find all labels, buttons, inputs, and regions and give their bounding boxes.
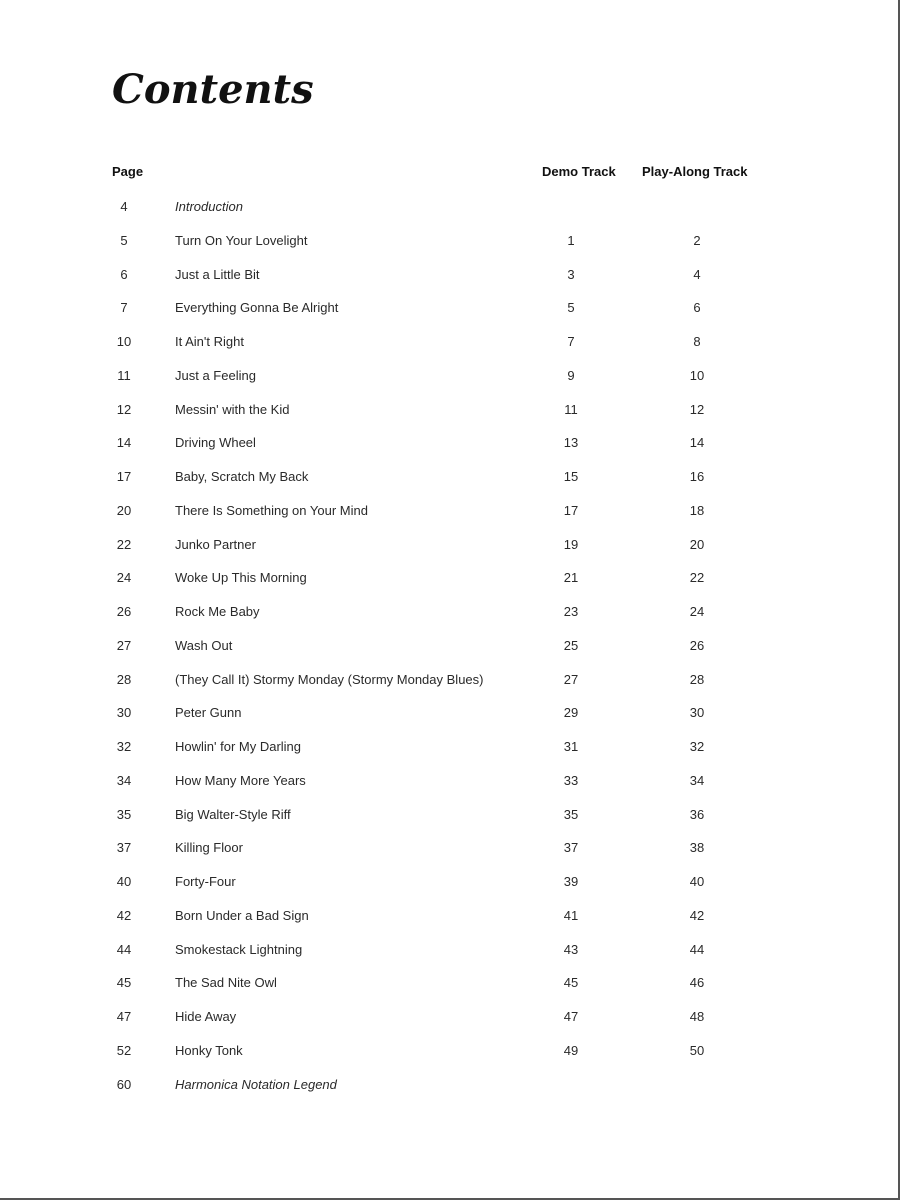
header-demo-track: Demo Track bbox=[542, 164, 616, 179]
contents-row bbox=[0, 1077, 900, 1097]
play-along-track-number: 28 bbox=[689, 671, 705, 687]
contents-row bbox=[0, 402, 900, 422]
contents-row bbox=[0, 739, 900, 759]
entry-title: Peter Gunn bbox=[175, 705, 242, 721]
demo-track-number: 1 bbox=[567, 232, 575, 248]
contents-row bbox=[0, 199, 900, 219]
demo-track-number: 27 bbox=[563, 671, 579, 687]
demo-track-number: 45 bbox=[563, 975, 579, 991]
page-number: 4 bbox=[120, 199, 128, 214]
play-along-track-number: 2 bbox=[693, 232, 701, 248]
contents-row bbox=[0, 672, 900, 692]
page-number: 42 bbox=[116, 907, 132, 923]
play-along-track-number: 44 bbox=[689, 941, 705, 957]
entry-title: Everything Gonna Be Alright bbox=[175, 300, 339, 316]
contents-row bbox=[0, 435, 900, 455]
play-along-track-number: 26 bbox=[689, 637, 705, 653]
demo-track-number: 31 bbox=[563, 739, 579, 754]
play-along-track-number: 24 bbox=[689, 604, 705, 619]
play-along-track-number: 34 bbox=[689, 772, 705, 788]
page-number: 37 bbox=[116, 840, 132, 856]
entry-title: It Ain't Right bbox=[175, 334, 244, 349]
contents-row bbox=[0, 975, 900, 995]
entry-title: Driving Wheel bbox=[175, 435, 256, 451]
page-number: 28 bbox=[116, 671, 132, 687]
entry-title: The Sad Nite Owl bbox=[175, 975, 277, 991]
play-along-track-number: 50 bbox=[689, 1042, 705, 1058]
contents-row bbox=[0, 334, 900, 354]
contents-row bbox=[0, 942, 900, 962]
entry-title: Just a Little Bit bbox=[175, 266, 260, 282]
contents-row bbox=[0, 503, 900, 523]
page-number: 30 bbox=[116, 705, 132, 721]
page-number: 40 bbox=[116, 874, 132, 889]
demo-track-number: 13 bbox=[563, 435, 579, 451]
contents-row bbox=[0, 267, 900, 287]
demo-track-number: 23 bbox=[563, 604, 579, 619]
entry-title: Killing Floor bbox=[175, 840, 243, 856]
play-along-track-number: 32 bbox=[689, 739, 705, 754]
page-number: 12 bbox=[116, 401, 132, 417]
page-number: 45 bbox=[116, 975, 132, 991]
page-number: 7 bbox=[120, 300, 128, 316]
entry-title: Just a Feeling bbox=[175, 367, 256, 383]
play-along-track-number: 4 bbox=[693, 266, 701, 282]
contents-row bbox=[0, 908, 900, 928]
play-along-track-number: 10 bbox=[689, 367, 705, 383]
contents-row bbox=[0, 570, 900, 590]
demo-track-number: 41 bbox=[563, 907, 579, 923]
page-number: 44 bbox=[116, 941, 132, 957]
contents-row bbox=[0, 469, 900, 489]
contents-row bbox=[0, 233, 900, 253]
page-number: 60 bbox=[116, 1076, 132, 1092]
play-along-track-number: 8 bbox=[693, 334, 701, 349]
entry-title: Woke Up This Morning bbox=[175, 570, 307, 586]
demo-track-number: 49 bbox=[563, 1042, 579, 1058]
page-number: 17 bbox=[116, 469, 132, 484]
contents-row bbox=[0, 705, 900, 725]
play-along-track-number: 48 bbox=[689, 1009, 705, 1024]
page-number: 6 bbox=[120, 266, 128, 282]
contents-row bbox=[0, 537, 900, 557]
page-number: 52 bbox=[116, 1042, 132, 1058]
entry-title: Rock Me Baby bbox=[175, 604, 260, 619]
page-number: 5 bbox=[120, 232, 128, 248]
play-along-track-number: 36 bbox=[689, 806, 705, 822]
play-along-track-number: 18 bbox=[689, 502, 705, 518]
entry-title: Howlin' for My Darling bbox=[175, 739, 302, 754]
page-number: 22 bbox=[116, 536, 132, 552]
demo-track-number: 35 bbox=[563, 806, 579, 822]
contents-row bbox=[0, 1043, 900, 1063]
entry-title: Smokestack Lightning bbox=[175, 941, 303, 957]
play-along-track-number: 16 bbox=[689, 469, 705, 484]
demo-track-number: 43 bbox=[563, 941, 579, 957]
play-along-track-number: 40 bbox=[689, 874, 705, 889]
entry-title: How Many More Years bbox=[175, 772, 306, 788]
demo-track-number: 7 bbox=[567, 334, 575, 349]
demo-track-number: 33 bbox=[563, 772, 579, 788]
entry-title: Hide Away bbox=[175, 1009, 237, 1024]
demo-track-number: 19 bbox=[563, 536, 579, 552]
demo-track-number: 37 bbox=[563, 840, 579, 856]
entry-title: Born Under a Bad Sign bbox=[175, 907, 309, 923]
entry-title: (They Call It) Stormy Monday (Stormy Monday Blues) bbox=[175, 671, 484, 687]
play-along-track-number: 42 bbox=[689, 907, 705, 923]
page-number: 34 bbox=[116, 772, 132, 788]
play-along-track-number: 22 bbox=[689, 570, 705, 586]
entry-title: Turn On Your Lovelight bbox=[175, 232, 308, 248]
page-number: 32 bbox=[116, 739, 132, 754]
contents-row bbox=[0, 773, 900, 793]
header-play-along-track: Play-Along Track bbox=[642, 164, 748, 179]
entry-title: Baby, Scratch My Back bbox=[175, 469, 309, 484]
entry-title: Big Walter-Style Riff bbox=[175, 806, 291, 822]
play-along-track-number: 20 bbox=[689, 536, 705, 552]
entry-title: Junko Partner bbox=[175, 536, 256, 552]
entry-title: Forty-Four bbox=[175, 874, 236, 889]
page-number: 20 bbox=[116, 502, 132, 518]
demo-track-number: 47 bbox=[563, 1009, 579, 1024]
contents-row bbox=[0, 604, 900, 624]
demo-track-number: 17 bbox=[563, 502, 579, 518]
page-number: 14 bbox=[116, 435, 132, 451]
entry-title: Messin' with the Kid bbox=[175, 401, 290, 417]
contents-row bbox=[0, 807, 900, 827]
contents-row bbox=[0, 840, 900, 860]
header-page: Page bbox=[112, 164, 144, 179]
page-number: 11 bbox=[117, 367, 131, 383]
demo-track-number: 11 bbox=[564, 401, 578, 417]
contents-row bbox=[0, 300, 900, 320]
page-number: 10 bbox=[116, 334, 132, 349]
contents-row bbox=[0, 368, 900, 388]
play-along-track-number: 38 bbox=[689, 840, 705, 856]
demo-track-number: 9 bbox=[567, 367, 575, 383]
demo-track-number: 39 bbox=[563, 874, 579, 889]
contents-row bbox=[0, 638, 900, 658]
page-number: 47 bbox=[116, 1009, 132, 1024]
page-number: 26 bbox=[116, 604, 132, 619]
entry-title: Honky Tonk bbox=[175, 1042, 243, 1058]
play-along-track-number: 30 bbox=[689, 705, 705, 721]
demo-track-number: 25 bbox=[563, 637, 579, 653]
page-title: Contents bbox=[112, 66, 314, 113]
play-along-track-number: 6 bbox=[693, 300, 701, 316]
demo-track-number: 5 bbox=[567, 300, 575, 316]
demo-track-number: 21 bbox=[563, 570, 579, 586]
entry-title: There Is Something on Your Mind bbox=[175, 502, 368, 518]
page-number: 35 bbox=[116, 806, 132, 822]
page-number: 27 bbox=[116, 637, 132, 653]
contents-row bbox=[0, 1009, 900, 1029]
demo-track-number: 29 bbox=[563, 705, 579, 721]
play-along-track-number: 14 bbox=[689, 435, 705, 451]
entry-title: Harmonica Notation Legend bbox=[175, 1076, 337, 1092]
page-number: 24 bbox=[116, 570, 132, 586]
entry-title: Wash Out bbox=[175, 637, 233, 653]
play-along-track-number: 12 bbox=[689, 401, 705, 417]
demo-track-number: 3 bbox=[567, 266, 575, 282]
contents-row bbox=[0, 874, 900, 894]
play-along-track-number: 46 bbox=[689, 975, 705, 991]
entry-title: Introduction bbox=[175, 199, 243, 214]
demo-track-number: 15 bbox=[563, 469, 579, 484]
